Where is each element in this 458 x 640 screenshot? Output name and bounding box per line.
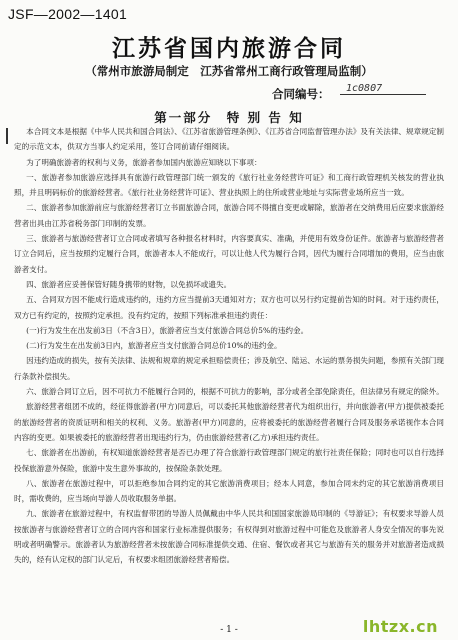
paragraph: 二、旅游者参加旅游前应与旅游经营者订立书面旅游合同，旅游合同不得擅自变更或解除，旅游者在交纳费用后应要求旅游经营者出具由江苏省税务部门印制的发票。 bbox=[14, 203, 444, 228]
paragraph: 六、旅游合同订立后，因不可抗力不能履行合同的，根据不可抗力的影响，部分或者全部免除责任，但法律另有规定的除外。 bbox=[26, 387, 444, 397]
paragraph: 七、旅游者在出游前，有权知道旅游经营者是否已办理了符合旅游行政管理部门规定的旅行社责任保险；同时也可以自行选择投保旅游意外保险，旅游中发生意外事故的，按保险条款处理。 bbox=[14, 448, 444, 473]
body-text bbox=[14, 124, 444, 568]
paragraph: 五、合同双方因不能成行造成违约的，违约方应当提前3天通知对方；双方也可以另行约定提前告知的时间。对于违约责任，双方已有约定的，按照约定承担。没有约定的，按照下列标准承担违约责任： bbox=[14, 295, 444, 320]
paragraph: 九、旅游者在旅游过程中，有权监督带团的导游人员佩戴由中华人民共和国国家旅游局印制的《导游证》；有权要求导游人员按旅游者与旅游经营者订立的合同内容和国家行业标准提供服务；有权得到对旅游过程中可能危及旅游者人身安全情况的事先说明或者明确警示。旅游者认为旅游经营者未按旅游合同标准提供交通、住宿、餐饮或者其它与旅游有关的服务并对旅游者造成损失的，经有认定权的部门认定后，有权要求组团旅游经营者赔偿。 bbox=[14, 509, 444, 565]
paragraph: 旅游经营者组团不成的，经征得旅游者(甲方)同意后，可以委托其他旅游经营者代为组织出行，并向旅游者(甲方)提供被委托的旅游经营者的资质证明和相关的权利、义务。旅游者(甲方)同意的，应将被委托的旅游经营者履行合同及服务承诺视作本合同内容的变更。如果被委托的旅游经营者出现违约行为，仍由旅游经营者(乙方)承担违约责任。 bbox=[14, 402, 444, 442]
document-subtitle: （常州市旅游局制定 江苏省常州工商行政管理局监制） bbox=[85, 64, 373, 78]
document-code: JSF—2002—1401 bbox=[8, 6, 128, 22]
margin-mark bbox=[6, 128, 8, 144]
watermark: lhtzx.cn bbox=[362, 617, 438, 636]
page-number: - 1 - bbox=[220, 625, 238, 635]
paragraph: 因违约造成的损失，按有关法律、法规和规章的规定承担赔偿责任；涉及航空、陆运、水运的票务损失问题，参照有关部门现行条款补偿损失。 bbox=[14, 356, 444, 381]
paragraph: 八、旅游者在旅游过程中，可以拒绝参加合同约定的其它旅游消费项目；经本人同意，参加合同未约定的其它旅游消费项目时，需收费的，应当场向导游人员收取服务单据。 bbox=[14, 478, 444, 504]
paragraph: 四、旅游者应妥善保管好随身携带的财物，以免损坏或遗失。 bbox=[26, 279, 232, 289]
paragraph: 本合同文本是根据《中华人民共和国合同法》、《江苏省旅游管理条例》、《江苏省合同监督管理办法》及有关法律、规章规定制定的示范文本，供双方当事人约定采用，签订合同前请仔细阅读。 bbox=[14, 127, 444, 152]
section-title: 第一部分 特 别 告 知 bbox=[154, 110, 304, 125]
paragraph: 一、旅游者参加旅游应选择具有旅游行政管理部门统一颁发的《旅行社业务经营许可证》和工商行政管理机关核发的营业执照，并且明码标价的旅游经营者。《旅行社业务经营许可证》、营业执照上的住所或营业地址与实际营业场所应当一致。 bbox=[14, 172, 444, 198]
document-title: 江苏省国内旅游合同 bbox=[112, 36, 346, 62]
paragraph: 为了明确旅游者的权利与义务，旅游者参加国内旅游应知晓以下事项： bbox=[26, 157, 262, 167]
paragraph: (二)行为发生在出发前3日内，旅游者应当支付旅游合同总价10%的违约金。 bbox=[26, 341, 282, 351]
contract-number-label: 合同编号： bbox=[272, 87, 330, 101]
paragraph: (一)行为发生在出发前3日（不含3日），旅游者应当支付旅游合同总价5%的违约金。 bbox=[26, 325, 309, 335]
paragraph: 三、旅游者与旅游经营者订立合同或者填写各种报名材料时，内容要真实、准确，并使用有效身份证件。旅游者与旅游经营者订立合同后，应当按照约定履行合同，旅游者本人不能成行，可以让他人代为履行合同，因代为履行合同增加的费用，应当由旅游者支付。 bbox=[14, 234, 444, 274]
contract-number-value: 1c0807 bbox=[340, 83, 426, 95]
